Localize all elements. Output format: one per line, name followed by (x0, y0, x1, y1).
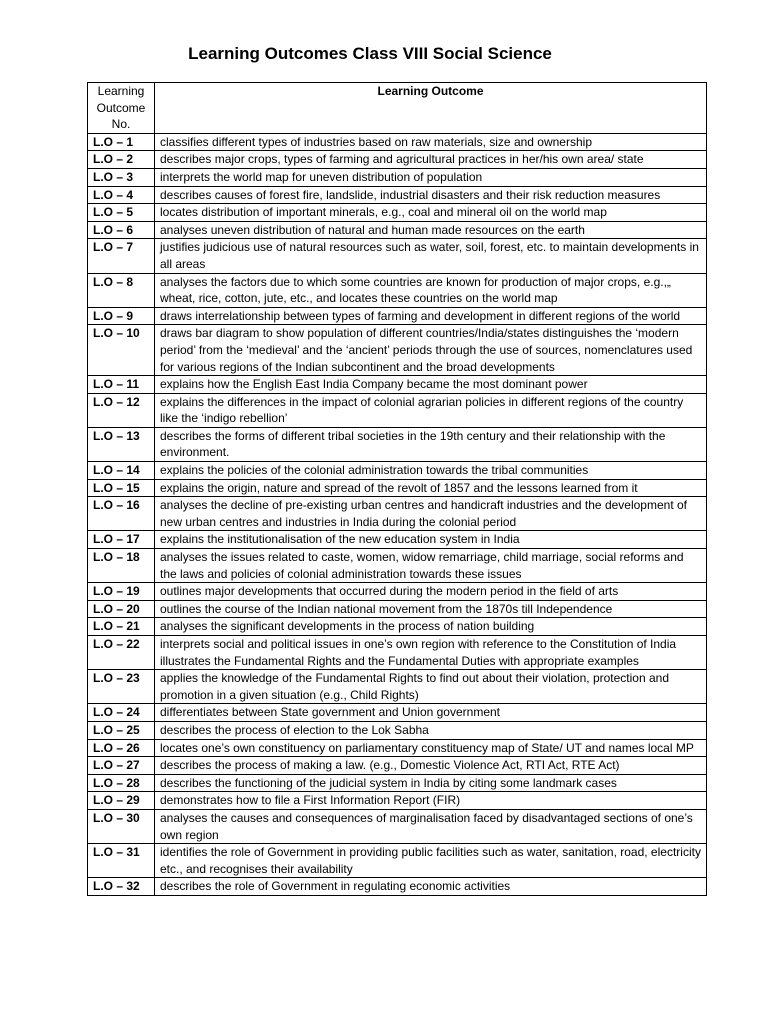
outcome-description: describes major crops, types of farming and agricultural practices in her/his own area/ state (155, 151, 707, 169)
table-row (88, 133, 707, 151)
table-row (88, 809, 707, 843)
outcome-number: L.O – 4 (88, 186, 155, 204)
outcome-description: justifies judicious use of natural resources such as water, soil, forest, etc. to maintain developments in all areas (155, 239, 707, 273)
table-row (88, 844, 707, 878)
outcome-description: analyses uneven distribution of natural and human made resources on the earth (155, 221, 707, 239)
outcome-description: identifies the role of Government in providing public facilities such as water, sanitation, road, electricity etc., and recognises their availability (155, 844, 707, 878)
table-row (88, 479, 707, 497)
table-row (88, 878, 707, 896)
outcome-number: L.O – 5 (88, 204, 155, 222)
table-row (88, 739, 707, 757)
outcome-number: L.O – 19 (88, 583, 155, 601)
outcome-description: differentiates between State government and Union government (155, 704, 707, 722)
table-row (88, 151, 707, 169)
outcome-description: analyses the significant developments in the process of nation building (155, 618, 707, 636)
table-header-row (88, 83, 707, 134)
outcome-description: outlines major developments that occurred during the modern period in the field of arts (155, 583, 707, 601)
outcome-number: L.O – 12 (88, 393, 155, 427)
outcome-number: L.O – 28 (88, 774, 155, 792)
outcome-description: describes the forms of different tribal societies in the 19th century and their relationship with the environment. (155, 427, 707, 461)
outcome-number: L.O – 23 (88, 670, 155, 704)
table-row (88, 583, 707, 601)
outcome-description: applies the knowledge of the Fundamental Rights to find out about their violation, protection and promotion in a given situation (e.g., Child Rights) (155, 670, 707, 704)
outcome-description: explains how the English East India Company became the most dominant power (155, 376, 707, 394)
table-row (88, 239, 707, 273)
table-row (88, 497, 707, 531)
outcome-number: L.O – 7 (88, 239, 155, 273)
table-row (88, 186, 707, 204)
outcome-description: analyses the issues related to caste, women, widow remarriage, child marriage, social reforms and the laws and policies of colonial administration towards these issues (155, 549, 707, 583)
table-row (88, 462, 707, 480)
outcome-description: analyses the factors due to which some countries are known for production of major crops, e.g.,„ wheat, rice, cotton, jute, etc., and locates these countries on the world map (155, 273, 707, 307)
table-row (88, 393, 707, 427)
outcome-number: L.O – 22 (88, 636, 155, 670)
header-learning-outcome: Learning Outcome (155, 83, 707, 134)
outcome-number: L.O – 31 (88, 844, 155, 878)
table-row (88, 307, 707, 325)
outcome-description: locates distribution of important minerals, e.g., coal and mineral oil on the world map (155, 204, 707, 222)
outcome-number: L.O – 14 (88, 462, 155, 480)
outcome-description: describes the role of Government in regulating economic activities (155, 878, 707, 896)
table-row (88, 618, 707, 636)
outcome-description: classifies different types of industries based on raw materials, size and ownership (155, 133, 707, 151)
outcome-number: L.O – 30 (88, 809, 155, 843)
table-row (88, 670, 707, 704)
outcome-number: L.O – 6 (88, 221, 155, 239)
outcome-number: L.O – 25 (88, 721, 155, 739)
outcome-number: L.O – 1 (88, 133, 155, 151)
table-row (88, 704, 707, 722)
outcome-number: L.O – 11 (88, 376, 155, 394)
outcome-number: L.O – 26 (88, 739, 155, 757)
header-outcome-no: Learning Outcome No. (88, 83, 155, 134)
learning-outcomes-table (87, 82, 707, 896)
table-row (88, 549, 707, 583)
outcome-number: L.O – 20 (88, 600, 155, 618)
table-row (88, 221, 707, 239)
outcome-description: locates one’s own constituency on parliamentary constituency map of State/ UT and names local MP (155, 739, 707, 757)
table-row (88, 325, 707, 376)
table-row (88, 792, 707, 810)
outcome-description: explains the policies of the colonial administration towards the tribal communities (155, 462, 707, 480)
outcome-number: L.O – 18 (88, 549, 155, 583)
outcome-number: L.O – 3 (88, 168, 155, 186)
table-row (88, 376, 707, 394)
outcome-number: L.O – 32 (88, 878, 155, 896)
table-row (88, 600, 707, 618)
outcome-number: L.O – 16 (88, 497, 155, 531)
outcome-number: L.O – 21 (88, 618, 155, 636)
outcome-description: describes the functioning of the judicial system in India by citing some landmark cases (155, 774, 707, 792)
outcome-description: interprets the world map for uneven distribution of population (155, 168, 707, 186)
outcome-description: interprets social and political issues in one’s own region with reference to the Constitution of India illustrates the Fundamental Rights and the Fundamental Duties with appropriate examples (155, 636, 707, 670)
table-row (88, 774, 707, 792)
table-row (88, 531, 707, 549)
table-row (88, 168, 707, 186)
outcome-description: analyses the decline of pre-existing urban centres and handicraft industries and the development of new urban centres and industries in India during the colonial period (155, 497, 707, 531)
outcome-number: L.O – 27 (88, 757, 155, 775)
outcome-description: explains the origin, nature and spread of the revolt of 1857 and the lessons learned from it (155, 479, 707, 497)
outcome-description: explains the institutionalisation of the new education system in India (155, 531, 707, 549)
outcome-description: outlines the course of the Indian national movement from the 1870s till Independence (155, 600, 707, 618)
outcome-description: explains the differences in the impact of colonial agrarian policies in different regions of the country like the ‘indigo rebellion’ (155, 393, 707, 427)
outcome-description: describes the process of making a law. (e.g., Domestic Violence Act, RTI Act, RTE Act) (155, 757, 707, 775)
outcome-number: L.O – 9 (88, 307, 155, 325)
table-row (88, 427, 707, 461)
outcome-description: draws interrelationship between types of farming and development in different regions of the world (155, 307, 707, 325)
table-row (88, 757, 707, 775)
outcome-number: L.O – 17 (88, 531, 155, 549)
outcome-number: L.O – 13 (88, 427, 155, 461)
outcome-description: describes the process of election to the Lok Sabha (155, 721, 707, 739)
outcome-number: L.O – 15 (88, 479, 155, 497)
table-row (88, 636, 707, 670)
table-row (88, 204, 707, 222)
outcome-description: describes causes of forest fire, landslide, industrial disasters and their risk reduction measures (155, 186, 707, 204)
outcome-description: analyses the causes and consequences of marginalisation faced by disadvantaged sections of one’s own region (155, 809, 707, 843)
outcome-number: L.O – 29 (88, 792, 155, 810)
outcome-number: L.O – 24 (88, 704, 155, 722)
outcome-number: L.O – 10 (88, 325, 155, 376)
page-title: Learning Outcomes Class VIII Social Science (188, 44, 552, 63)
outcome-number: L.O – 8 (88, 273, 155, 307)
table-row (88, 273, 707, 307)
table-row (88, 721, 707, 739)
outcome-description: demonstrates how to file a First Information Report (FIR) (155, 792, 707, 810)
outcome-description: draws bar diagram to show population of different countries/India/states distinguishes the ‘modern period’ from the ‘medieval’ and the ‘ancient’ periods through the use of sources, nomenclatures used for various regions of the Indian subcontinent and the broad developments (155, 325, 707, 376)
outcome-number: L.O – 2 (88, 151, 155, 169)
